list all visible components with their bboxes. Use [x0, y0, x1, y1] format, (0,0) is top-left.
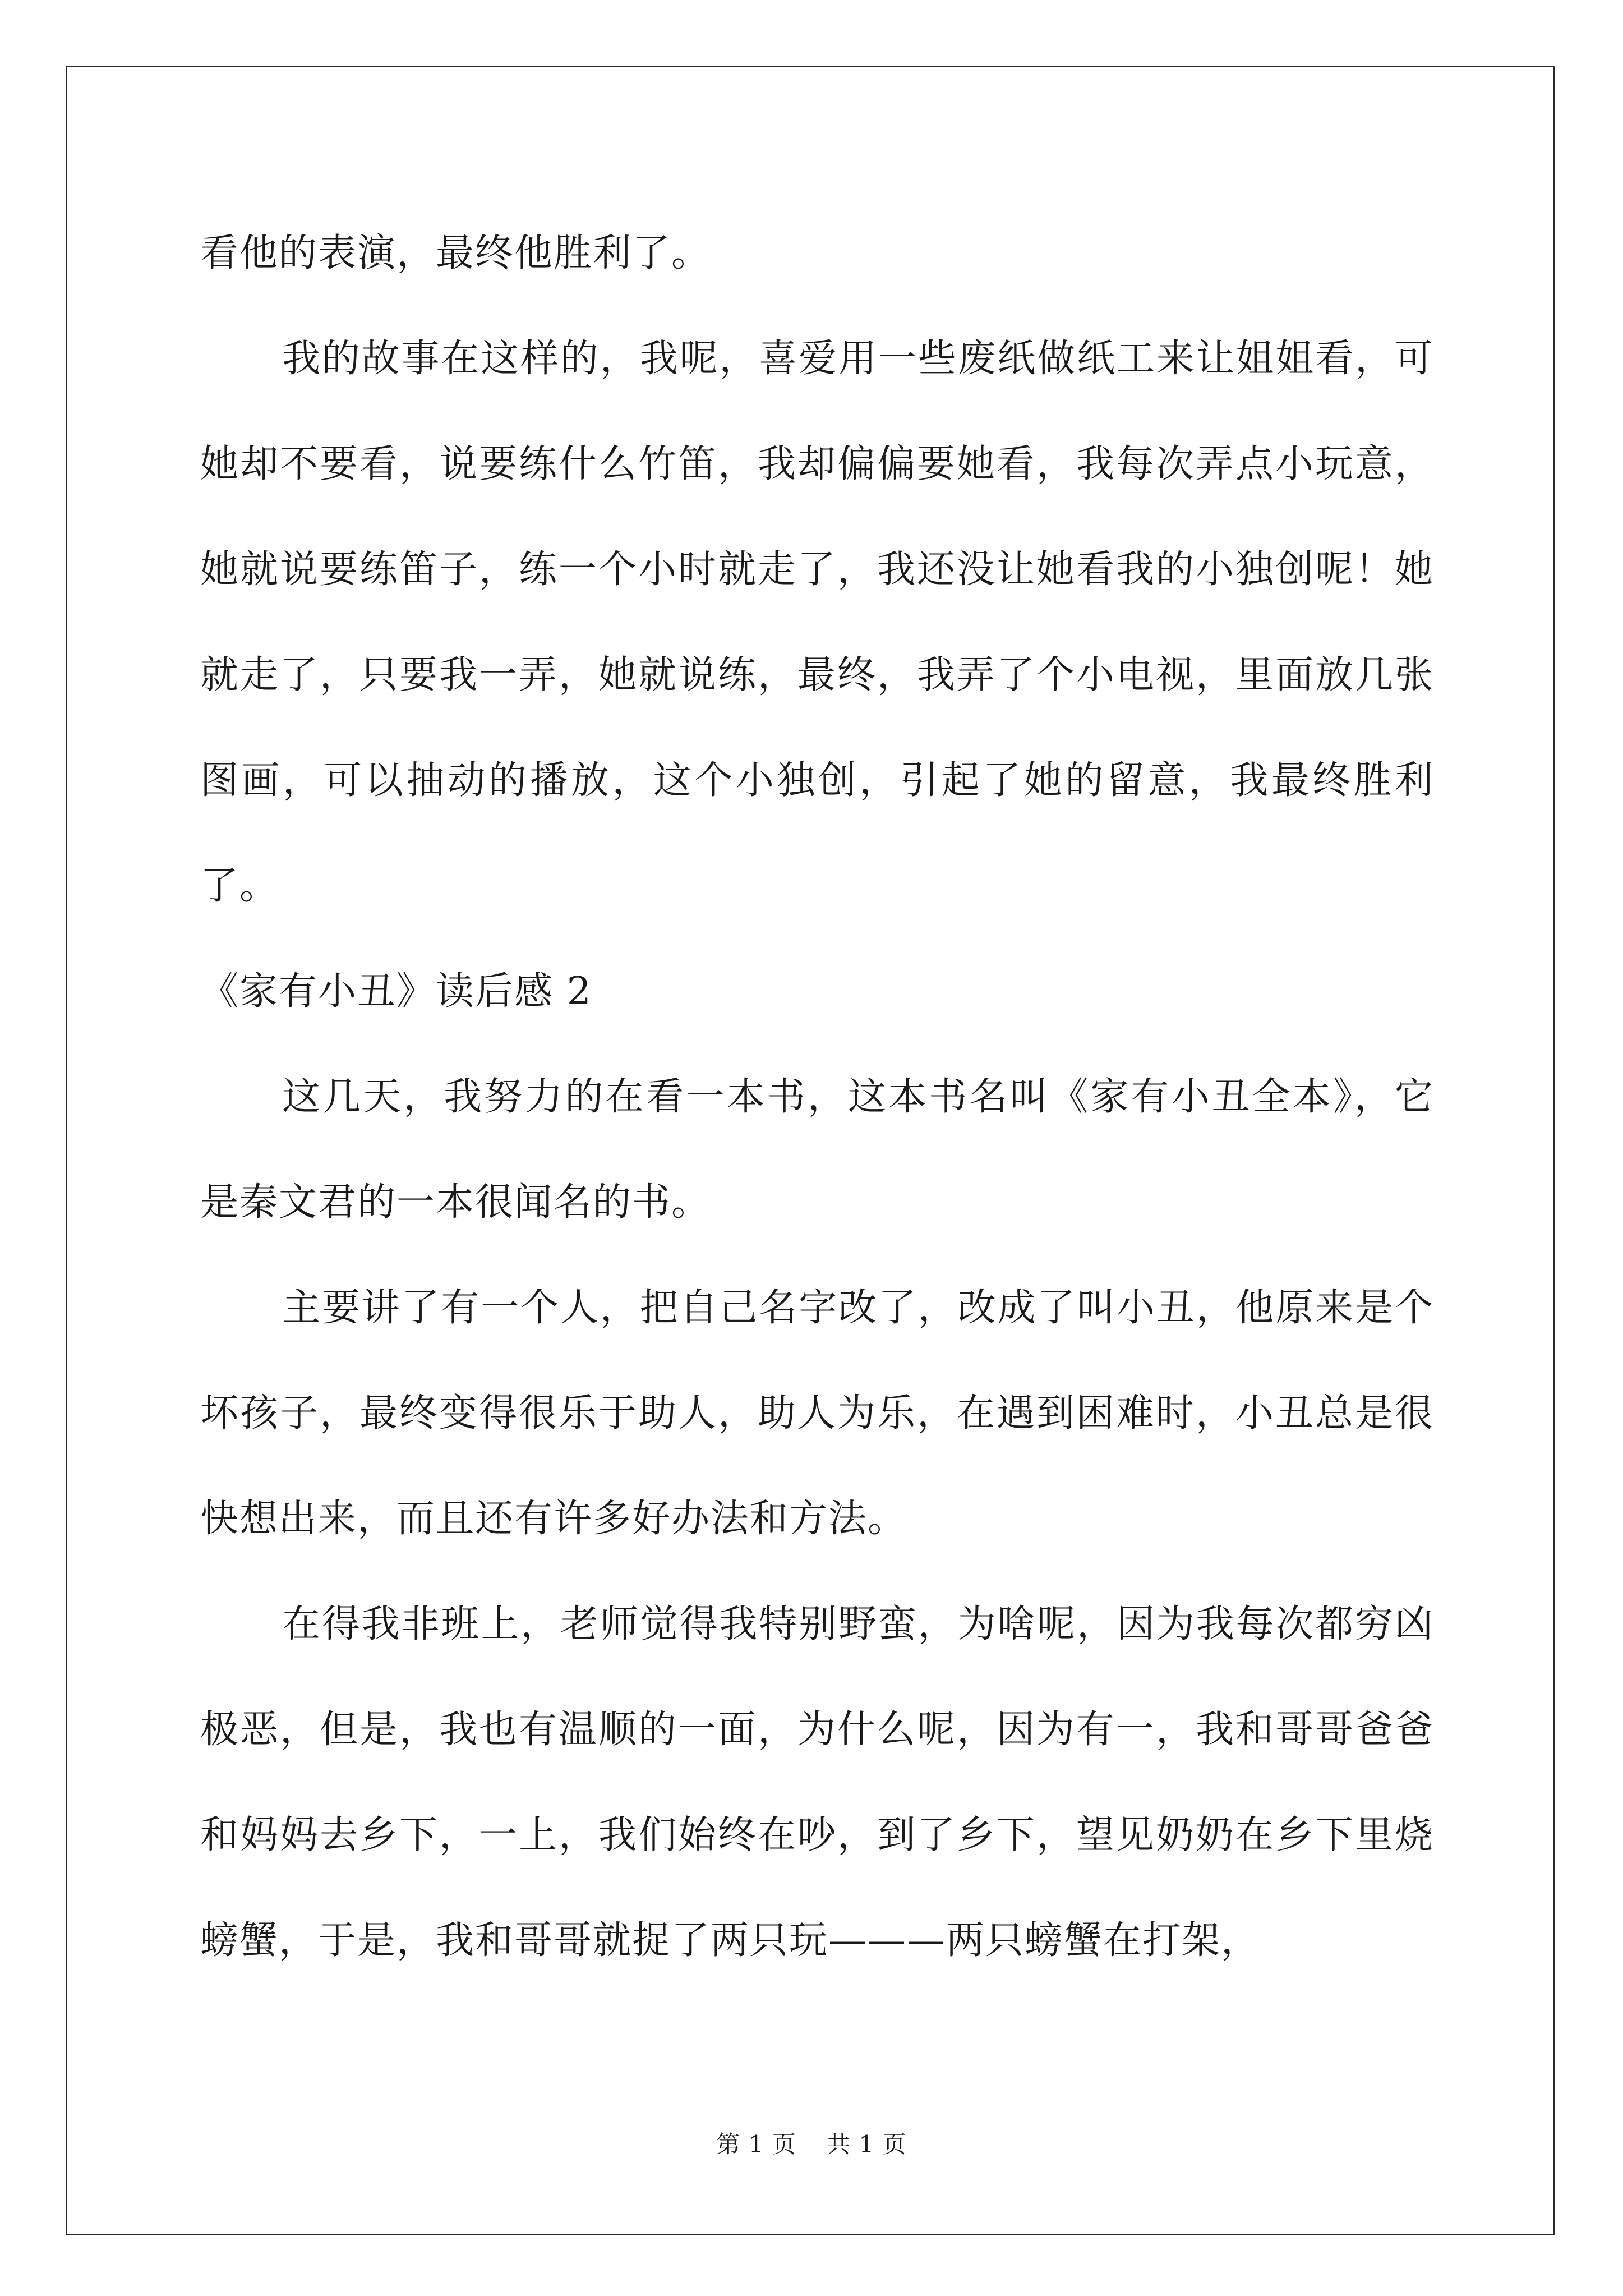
paragraph-4: 主要讲了有一个人，把自己名字改了，改成了叫小丑，他原来是个坏孩子，最终变得很乐于助人，助人为乐，在遇到困难时，小丑总是很快想出来，而且还有许多好办法和方法。 — [200, 1286, 1434, 1541]
document-body — [200, 201, 1434, 1994]
paragraph-2: 我的故事在这样的，我呢，喜爱用一些废纸做纸工来让姐姐看，可她却不要看，说要练什么竹笛，我却偏偏要她看，我每次弄点小玩意，她就说要练笛子，练一个小时就走了，我还没让她看我的小独创呢！她就走了，只要我一弄，她就说练，最终，我弄了个小电视，里面放几张图画，可以抽动的播放，这个小独创，引起了她的留意，我最终胜利了。 — [200, 337, 1434, 908]
section-heading: 《家有小丑》读后感 2 — [200, 969, 592, 1014]
paragraph-3: 这几天，我努力的在看一本书，这本书名叫《家有小丑全本》，它是秦文君的一本很闻名的书。 — [200, 1075, 1434, 1225]
page-footer — [0, 2126, 1623, 2160]
page-total: 共 1 页 — [827, 2131, 907, 2158]
paragraph-1: 看他的表演，最终他胜利了。 — [200, 231, 711, 275]
page-number: 第 1 页 — [716, 2131, 796, 2158]
paragraph-5: 在得我非班上，老师觉得我特别野蛮，为啥呢，因为我每次都穷凶极恶，但是，我也有温顺的一面，为什么呢，因为有一，我和哥哥爸爸和妈妈去乡下，一上，我们始终在吵，到了乡下，望见奶奶在乡下里烧螃蟹，于是，我和哥哥就捉了两只玩———两只螃蟹在打架， — [200, 1602, 1434, 1963]
